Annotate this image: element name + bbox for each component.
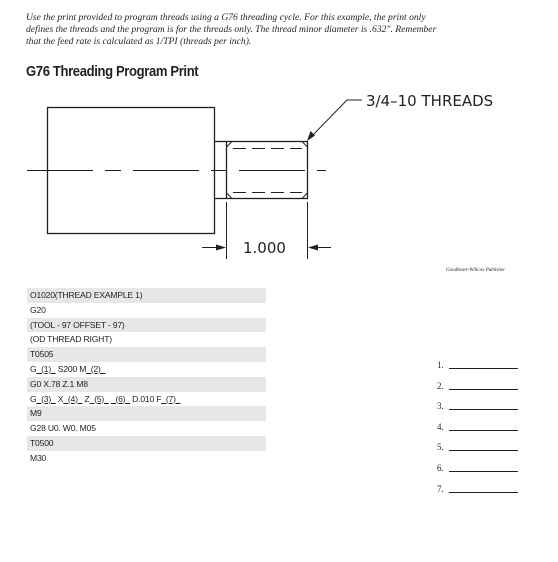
answer-number: 4. [437, 421, 444, 432]
answer-number: 6. [437, 462, 444, 473]
program-line [27, 421, 266, 436]
answer-line [437, 484, 518, 505]
answer-number: 5. [437, 442, 444, 453]
program-text: O1020(THREAD EXAMPLE 1) [30, 290, 143, 300]
instructions-line-3: that the feed rate is calculated as 1/TPI (threads per inch). [26, 36, 252, 47]
program-blank: _(4)_ [63, 393, 83, 404]
program-line [27, 451, 266, 466]
program-line [27, 362, 266, 377]
program-text: X [55, 393, 64, 404]
program-text: T0505 [30, 349, 54, 360]
program-line [27, 392, 266, 407]
program-text: G0 X.78 Z.1 M8 [30, 378, 88, 389]
program-blank: _(2)_ [86, 363, 106, 374]
section-heading: G76 Threading Program Print [26, 64, 199, 80]
answer-line [437, 381, 518, 402]
length-dimension-label: 1.000 [243, 239, 286, 257]
program-text: D.010 F [129, 393, 162, 404]
program-text: G [30, 393, 37, 404]
program-text: G20 [30, 304, 46, 315]
answer-blanks [437, 360, 518, 504]
chamfer-right-top [302, 142, 308, 148]
program-blank: _(5)_ [89, 393, 109, 404]
dimension-arrow-left [216, 245, 226, 251]
program-text: Z [82, 393, 90, 404]
answer-blank-line[interactable] [449, 409, 518, 410]
program-line [27, 332, 266, 347]
answer-line [437, 422, 518, 443]
thread-callout-label: 3/4–10 THREADS [366, 92, 494, 110]
answer-number: 3. [437, 401, 444, 412]
program-blank: _(1)_ [36, 363, 56, 374]
threading-print-drawing [0, 84, 558, 264]
answer-blank-line[interactable] [449, 450, 518, 451]
program-line [27, 347, 266, 362]
instructions-line-1: Use the print provided to program threads using a G76 threading cycle. For this example, the print only [26, 12, 426, 23]
program-blank: _(6)_ [110, 393, 130, 404]
answer-blank-line[interactable] [449, 492, 518, 493]
answer-number: 7. [437, 483, 444, 494]
answer-line [437, 401, 518, 422]
program-line [27, 377, 266, 392]
answer-line [437, 442, 518, 463]
answer-blank-line[interactable] [449, 471, 518, 472]
answer-number: 2. [437, 380, 444, 391]
program-text: (TOOL - 97 OFFSET - 97) [30, 319, 125, 330]
program-line [27, 303, 266, 318]
callout-arrowhead [307, 131, 315, 141]
chamfer-right-bottom [302, 193, 308, 199]
program-text: M30 [30, 452, 47, 463]
chamfer-left-top [227, 142, 233, 148]
cnc-program-listing [27, 288, 266, 466]
program-text: G [30, 363, 37, 374]
answer-number: 1. [437, 360, 444, 370]
answer-blank-line[interactable] [449, 368, 518, 369]
program-line [27, 436, 266, 451]
callout-leader [309, 100, 362, 139]
publisher-credit: Goodheart-Willcox Publisher [446, 268, 506, 273]
program-text: S200 M [55, 363, 87, 374]
answer-blank-line[interactable] [449, 389, 518, 390]
program-blank: _(7)_ [161, 393, 181, 404]
program-text: T0500 [30, 437, 54, 448]
program-line [27, 318, 266, 333]
program-line [27, 406, 266, 421]
program-text: G28 U0. W0. M05 [30, 423, 96, 434]
answer-line [437, 360, 518, 381]
answer-line [437, 463, 518, 484]
answer-blank-line[interactable] [449, 430, 518, 431]
instructions-text [26, 12, 536, 48]
program-text: M9 [30, 408, 42, 419]
program-blank: _(3)_ [36, 393, 56, 404]
chamfer-left-bottom [227, 193, 233, 199]
instructions-line-2: defines the threads and the program is for the threads only. The thread minor diameter is .632". Remember [26, 24, 437, 35]
program-text: (OD THREAD RIGHT) [30, 334, 112, 345]
program-line [27, 288, 266, 303]
dimension-arrow-right [308, 245, 318, 251]
